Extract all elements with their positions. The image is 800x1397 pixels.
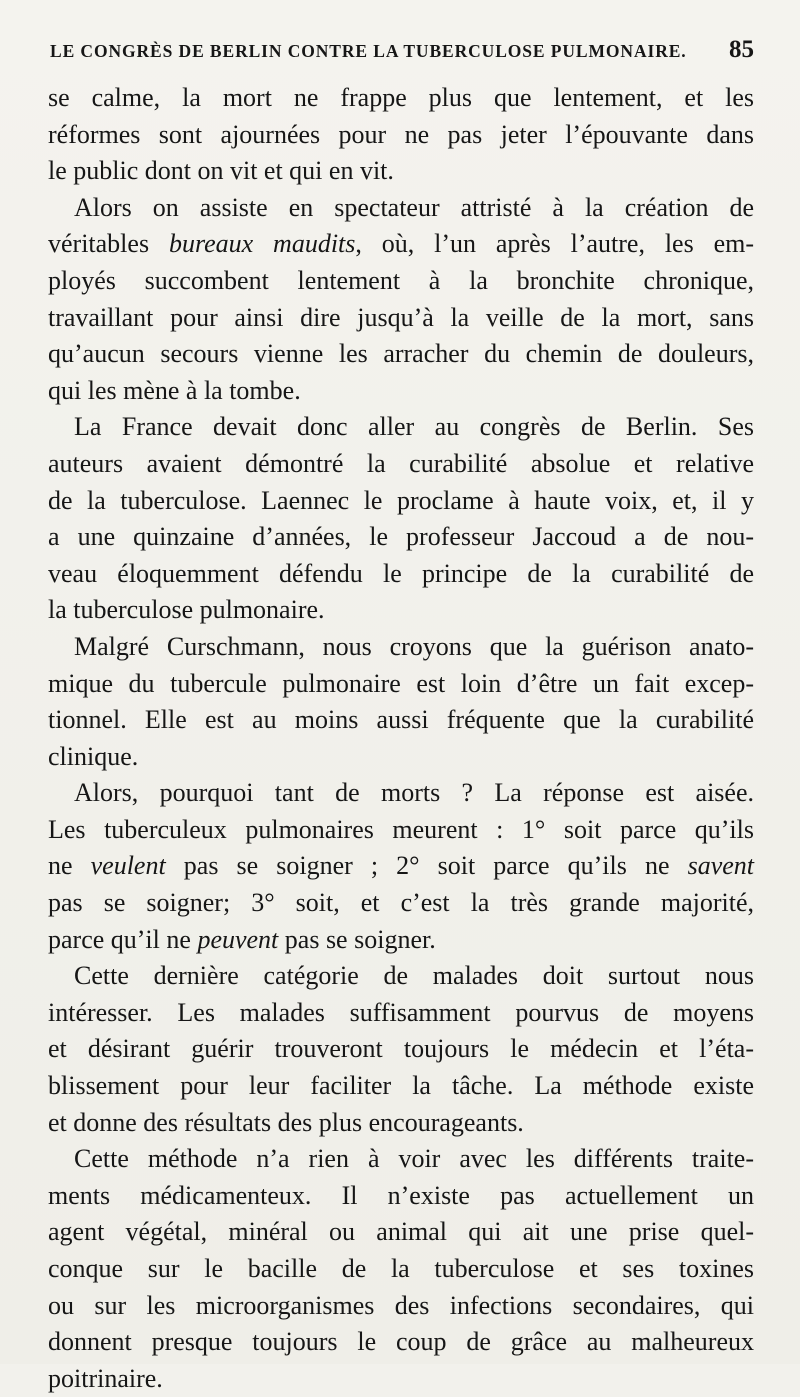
italic-text: veulent	[90, 851, 166, 881]
text-line: donnent presque toujours le coup de grâce au malheureux	[48, 1327, 754, 1357]
text-line: auteurs avaient démontré la curabilité absolue et relative	[48, 448, 754, 478]
text-line: réformes sont ajournées pour ne pas jeter l’épouvante dans	[48, 119, 754, 149]
text-segment: parce qu’il ne	[48, 924, 198, 954]
paragraph	[48, 190, 754, 410]
text-line: agent végétal, minéral ou animal qui ait une prise quel-	[48, 1217, 754, 1247]
paragraph	[48, 775, 754, 958]
paragraph	[48, 629, 754, 775]
text-line: le public dont on vit et qui en vit.	[48, 156, 394, 186]
text-line	[48, 226, 754, 263]
text-line: blissement pour leur faciliter la tâche. La méthode existe	[48, 1071, 754, 1101]
text-line: tionnel. Elle est au moins aussi fréquente que la curabilité	[48, 705, 754, 735]
text-line: Alors on assiste en spectateur attristé à la création de	[74, 192, 754, 222]
italic-text: bureaux maudits	[168, 229, 356, 259]
text-line: poitrinaire.	[48, 1363, 163, 1393]
italic-text: peuvent	[197, 924, 279, 954]
text-line: qu’aucun secours vienne les arracher du chemin de douleurs,	[48, 339, 754, 369]
text-line: se calme, la mort ne frappe plus que lentement, et les	[48, 83, 754, 112]
text-segment: ne	[48, 851, 91, 881]
paragraph	[48, 958, 754, 1141]
paragraph	[48, 80, 754, 190]
text-line: pas se soigner; 3° soit, et c’est la très grande majorité,	[48, 888, 754, 918]
text-line: Les tuberculeux pulmonaires meurent : 1° soit parce qu’ils	[48, 814, 754, 844]
text-line: qui les mène à la tombe.	[48, 375, 301, 405]
text-line: et désirant guérir trouveront toujours le médecin et l’éta-	[48, 1034, 754, 1064]
text-line	[48, 848, 754, 885]
page-number: 85	[729, 36, 754, 63]
text-line: mique du tubercule pulmonaire est loin d’être un fait excep-	[48, 668, 754, 698]
running-header	[50, 36, 754, 64]
text-line: Cette méthode n’a rien à voir avec les différents traite-	[74, 1144, 754, 1174]
text-line: a une quinzaine d’années, le professeur Jaccoud a de nou-	[48, 522, 754, 552]
text-line	[48, 922, 754, 959]
paragraph	[48, 409, 754, 629]
text-line: et donne des résultats des plus encourageants.	[48, 1107, 524, 1137]
text-line: ployés succombent lentement à la bronchite chronique,	[48, 265, 754, 295]
text-segment: pas se soigner ; 2° soit parce qu’ils ne	[165, 851, 688, 881]
text-line: la tuberculose pulmonaire.	[48, 595, 325, 625]
italic-text: savent	[687, 851, 754, 881]
paragraph	[48, 1141, 754, 1397]
text-segment: , où, l’un après l’autre, les em-	[355, 229, 754, 259]
text-line: veau éloquemment défendu le principe de la curabilité de	[48, 558, 754, 588]
text-line: intéresser. Les malades suffisamment pourvus de moyens	[48, 997, 754, 1027]
text-line: conque sur le bacille de la tuberculose et ses toxines	[48, 1254, 754, 1283]
text-line: de la tuberculose. Laennec le proclame à haute voix, et, il y	[48, 485, 754, 515]
text-line: ou sur les microorganismes des infections secondaires, qui	[48, 1290, 754, 1320]
text-segment: pas se soigner.	[278, 924, 436, 954]
text-line: Alors, pourquoi tant de morts ? La réponse est aisée.	[74, 778, 754, 808]
running-title: LE CONGRÈS DE BERLIN CONTRE LA TUBERCULOSE PULMONAIRE.	[50, 41, 687, 61]
text-line: Cette dernière catégorie de malades doit surtout nous	[74, 961, 754, 991]
text-line: ments médicamenteux. Il n’existe pas actuellement un	[48, 1180, 754, 1210]
text-line: clinique.	[48, 741, 139, 771]
text-line: Malgré Curschmann, nous croyons que la guérison anato-	[74, 631, 754, 661]
text-segment: véritables	[48, 229, 169, 259]
text-line: travaillant pour ainsi dire jusqu’à la veille de la mort, sans	[48, 302, 754, 332]
body-text	[48, 80, 754, 1397]
text-line: La France devait donc aller au congrès de Berlin. Ses	[74, 412, 754, 442]
